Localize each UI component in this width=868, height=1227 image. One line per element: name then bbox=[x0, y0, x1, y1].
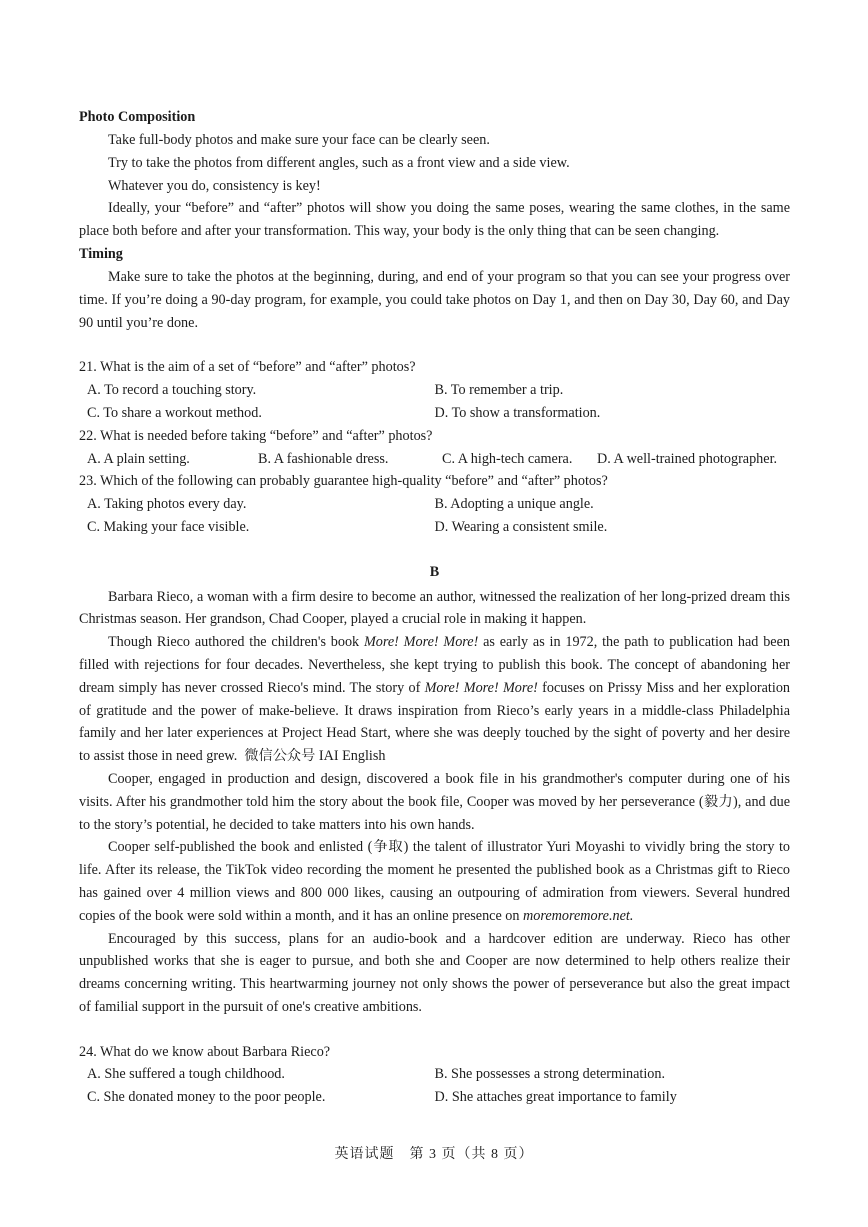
page-footer: 英语试题 第 3 页（共 8 页） bbox=[334, 1147, 534, 1162]
book-title: More! More! More! bbox=[363, 634, 479, 651]
passage-b-paragraph-5: Encouraged by this success, plans for an audio-book and a hardcover edition are underway. Rieco has other unpublished works that she is eager to pursue, and both she and Cooper are now determined to help others realize their dreams concerning writing. This heartwarming journey not only shows the power of perseverance but also the great impact of familial support in the pursuit of one's creative ambitions. bbox=[79, 930, 790, 1015]
photo-line-4: Ideally, your “before” and “after” photos will show you doing the same poses, wearing the same clothes, in the same place both before and after your transformation. This way, your body is the only thing that can be seen changing. bbox=[79, 200, 790, 240]
option-b: B. A fashionable dress. bbox=[258, 450, 389, 467]
option-a: A. She suffered a tough childhood. bbox=[87, 1066, 285, 1083]
exam-page bbox=[79, 106, 790, 1109]
section-b-title: B bbox=[429, 563, 440, 580]
timing-paragraph: Make sure to take the photos at the beginning, during, and end of your program so that you can see your progress over time. If you’re doing a 90-day program, for example, you could take photos on Day 1, and then on Day 30, Day 60, and Day 90 until you’re done. bbox=[79, 268, 790, 331]
question-21 bbox=[79, 356, 790, 424]
option-d: D. Wearing a consistent smile. bbox=[434, 518, 608, 535]
option-b: B. She possesses a strong determination. bbox=[434, 1066, 666, 1083]
photo-line-2: Try to take the photos from different angles, such as a front view and a side view. bbox=[108, 154, 570, 171]
question-stem: 21. What is the aim of a set of “before” and “after” photos? bbox=[79, 359, 416, 376]
passage-b-paragraph-3: Cooper, engaged in production and design, discovered a book file in his grandmother's computer during one of his visits. After his grandmother told him the story about the book file, Cooper was moved by her perseverance (毅力), and due to the story’s potential, he decided to take matters into his own hands. bbox=[79, 770, 790, 833]
option-a: A. To record a touching story. bbox=[87, 382, 257, 399]
question-22 bbox=[79, 425, 790, 471]
passage-b-paragraph-2: Though Rieco authored the children's book More! More! More! as early as in 1972, the path to publication had been filled with rejections for four decades. Nevertheless, she kept trying to publish this book. The concept of abandoning her dream simply has never crossed Rieco's mind. The story of More! More! More! focuses on Prissy Miss and her exploration of gratitude and the power of make-believe. It draws inspiration from Rieco’s early years in a middle-class Philadelphia family and her later experiences at Project Head Start, where she was deeply touched by the sight of poverty and her desire to assist those in need grew. 微信公众号 IAI English bbox=[79, 634, 791, 765]
passage-b-paragraph-1: Barbara Rieco, a woman with a firm desire to become an author, witnessed the realization of her long-prized dream this Christmas season. Her grandson, Chad Cooper, played a crucial role in making it happen. bbox=[79, 588, 790, 628]
option-d: D. A well-trained photographer. bbox=[597, 450, 778, 467]
question-stem: 23. Which of the following can probably guarantee high-quality “before” and “after” photos? bbox=[79, 473, 608, 490]
photo-line-3: Whatever you do, consistency is key! bbox=[108, 177, 321, 194]
option-c: C. A high-tech camera. bbox=[442, 450, 573, 467]
option-a: A. Taking photos every day. bbox=[87, 496, 247, 513]
question-24 bbox=[79, 1041, 790, 1109]
passage-b-paragraph-4: Cooper self-published the book and enlisted (争取) the talent of illustrator Yuri Moyashi to vividly bring the story to life. After its release, the TikTok video recording the moment he presented the published book as a Christmas gift to Rieco has gained over 4 million views and 800 000 likes, causing an outpouring of admiration from viewers. Several hundred copies of the book were sold within a month, and it has an online presence on moremoremore.net. bbox=[79, 839, 790, 924]
heading-photo-composition: Photo Composition bbox=[79, 109, 196, 125]
option-a: A. A plain setting. bbox=[87, 450, 190, 467]
website-link-text: moremoremore.net. bbox=[523, 907, 634, 924]
photo-line-1: Take full-body photos and make sure your face can be clearly seen. bbox=[108, 132, 490, 148]
option-d: D. She attaches great importance to family bbox=[434, 1089, 677, 1106]
question-23 bbox=[79, 470, 790, 538]
option-d: D. To show a transformation. bbox=[434, 404, 601, 421]
heading-timing: Timing bbox=[79, 245, 123, 262]
option-b: B. To remember a trip. bbox=[434, 382, 564, 399]
option-c: C. Making your face visible. bbox=[87, 518, 250, 535]
question-stem: 22. What is needed before taking “before” and “after” photos? bbox=[79, 427, 433, 444]
option-c: C. She donated money to the poor people. bbox=[87, 1089, 326, 1106]
question-stem: 24. What do we know about Barbara Rieco? bbox=[79, 1043, 331, 1060]
option-b: B. Adopting a unique angle. bbox=[434, 496, 594, 513]
option-c: C. To share a workout method. bbox=[87, 404, 262, 421]
watermark-text: 微信公众号 IAI English bbox=[244, 748, 386, 765]
book-title: More! More! More! bbox=[424, 679, 538, 696]
